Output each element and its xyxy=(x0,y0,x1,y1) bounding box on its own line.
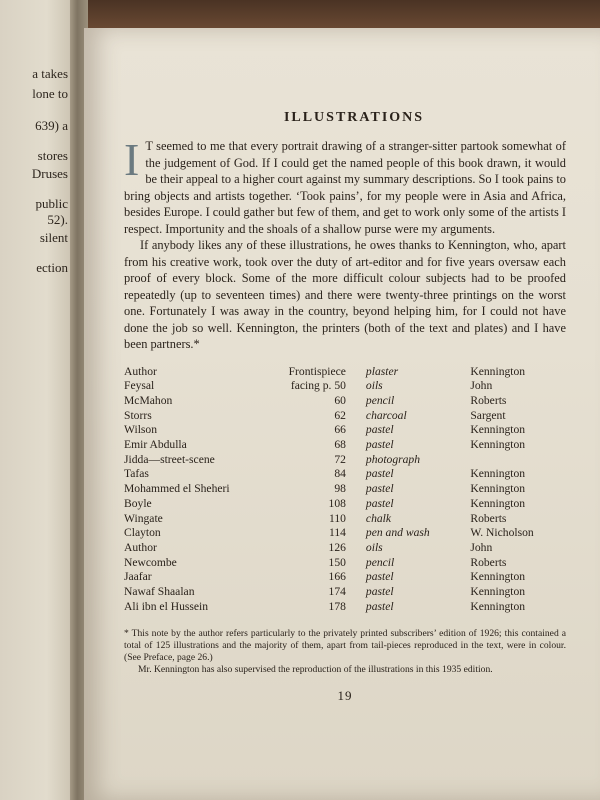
illustration-row xyxy=(124,423,566,438)
intro-text: T seemed to me that every portrait drawing of a stranger-sitter partook somewhat of the judgement of God. If I could get the named people of this book drawn, it would be their appeal to a higher court against my summary descriptions. So I took pains to bring objects and artists together. ‘Took pains’, for my people were in Asia and Africa, besides Europe. I could gather but few of them, and get to work only some of the artists I respect. Importunity and the shoals of a shallow purse were my arguments. xyxy=(124,139,566,236)
illustration-medium: charcoal xyxy=(365,408,407,422)
illustration-page: 62 xyxy=(334,408,346,422)
illustration-artist: Roberts xyxy=(470,511,507,525)
illustration-subject: Newcombe xyxy=(124,555,177,569)
illustration-page: 126 xyxy=(328,540,346,554)
illustration-artist: Roberts xyxy=(470,555,507,569)
illustration-page: 108 xyxy=(328,496,346,510)
illustration-row xyxy=(124,570,566,585)
illustration-artist: Kennington xyxy=(470,599,526,613)
left-page-fragment: 639) a xyxy=(35,118,68,133)
illustration-medium: oils xyxy=(365,379,383,393)
second-paragraph: If anybody likes any of these illustrations, he owes thanks to Kennington, who, apart from his creative work, took over the duty of art-editor and for five years oversaw each proof of every block. Some of the more difficult colour subjects had to be proofed repeatedly (up to seventeen times) and there were twenty-three printings on the worst one. Fortunately I was away in the country, beyond helping him, for I could not have done the job so well. Kennington, the printers (both of the text and plates) and I have been partners.* xyxy=(124,238,566,351)
illustration-subject: McMahon xyxy=(124,393,173,407)
illustration-subject: Boyle xyxy=(124,496,152,510)
illustration-row xyxy=(124,394,566,409)
illustration-row xyxy=(124,482,566,497)
illustration-artist: Sargent xyxy=(470,408,506,422)
illustration-page: 68 xyxy=(334,438,346,452)
illustration-artist: Kennington xyxy=(470,364,526,378)
illustration-subject: Author xyxy=(124,540,157,554)
illustration-medium: pastel xyxy=(365,585,394,599)
left-page-fragment: Druses xyxy=(31,166,68,181)
illustration-subject: Mohammed el Sheheri xyxy=(124,482,230,496)
illustration-medium: pastel xyxy=(365,423,394,437)
illustration-artist: John xyxy=(470,540,493,554)
illustration-page: 72 xyxy=(334,452,346,466)
left-page-fragment: 52). xyxy=(47,212,68,227)
adjacent-left-page xyxy=(0,0,78,800)
illustration-subject: Nawaf Shaalan xyxy=(124,585,195,599)
page-content xyxy=(124,110,566,704)
illustration-row xyxy=(124,438,566,453)
left-page-fragment: ection xyxy=(36,260,68,275)
illustration-artist: Kennington xyxy=(470,482,526,496)
illustration-page: 84 xyxy=(334,467,346,481)
book-top-edge xyxy=(84,0,600,30)
illustration-artist: Kennington xyxy=(470,438,526,452)
page-number: 19 xyxy=(337,688,353,704)
illustration-medium: pencil xyxy=(365,555,395,569)
illustration-medium: pastel xyxy=(365,438,394,452)
illustration-subject: Tafas xyxy=(124,467,149,481)
illustration-artist: Kennington xyxy=(470,423,526,437)
illustration-artist: Kennington xyxy=(470,467,526,481)
illustrations-table-body xyxy=(124,365,566,615)
left-page-fragment: lone to xyxy=(32,86,68,101)
illustration-row xyxy=(124,600,566,615)
illustration-page: 178 xyxy=(328,599,346,613)
illustration-row xyxy=(124,409,566,424)
illustration-subject: Clayton xyxy=(124,526,161,540)
illustration-subject: Storrs xyxy=(124,408,152,422)
illustration-page: 98 xyxy=(334,482,346,496)
illustration-artist: Kennington xyxy=(470,585,526,599)
illustration-page: 110 xyxy=(328,511,346,525)
drop-cap: I xyxy=(124,134,140,185)
illustration-subject: Emir Abdulla xyxy=(124,438,187,452)
illustration-row xyxy=(124,526,566,541)
illustration-subject: Ali ibn el Hussein xyxy=(124,599,209,613)
illustration-medium: pastel xyxy=(365,570,394,584)
illustration-page: 114 xyxy=(328,526,346,540)
illustration-medium: pastel xyxy=(365,599,394,613)
illustration-row xyxy=(124,497,566,512)
illustration-medium: photograph xyxy=(365,452,421,466)
illustration-artist: W. Nicholson xyxy=(470,526,534,540)
illustration-artist xyxy=(470,453,566,468)
illustration-page: 60 xyxy=(334,393,346,407)
illustration-page: 174 xyxy=(328,585,346,599)
illustration-page: Frontispiece xyxy=(288,364,346,378)
illustration-row xyxy=(124,541,566,556)
illustration-subject: Jaafar xyxy=(124,570,152,584)
illustration-artist: John xyxy=(470,379,493,393)
illustration-medium: pencil xyxy=(365,393,395,407)
left-page-fragment: a takes xyxy=(32,66,68,81)
intro-paragraph xyxy=(124,134,566,237)
illustration-row xyxy=(124,365,566,380)
illustration-row xyxy=(124,467,566,482)
illustration-medium: pastel xyxy=(365,482,394,496)
illustration-medium: pastel xyxy=(365,467,394,481)
book-page xyxy=(84,28,600,800)
illustration-medium: plaster xyxy=(365,364,399,378)
illustration-medium: pen and wash xyxy=(365,526,430,540)
illustrations-table xyxy=(124,365,566,615)
illustration-subject: Feysal xyxy=(124,379,155,393)
illustration-row xyxy=(124,585,566,600)
illustration-medium: chalk xyxy=(365,511,392,525)
illustration-row xyxy=(124,453,566,468)
footnote-line: * This note by the author refers particularly to the privately printed subscribers’ edition of 1926; this contained a total of 125 illustrations and the majority of them, apart from tail-pieces reproduced in the text, were in colour. (See Preface, page 26.) xyxy=(124,628,566,664)
illustration-row xyxy=(124,512,566,527)
illustration-page: 66 xyxy=(334,423,346,437)
illustration-row xyxy=(124,379,566,394)
illustration-subject: Wingate xyxy=(124,511,163,525)
illustration-page: facing p. 50 xyxy=(290,379,346,393)
illustration-artist: Kennington xyxy=(470,570,526,584)
left-page-fragment: stores xyxy=(37,148,68,163)
page-title: ILLUSTRATIONS xyxy=(283,110,425,125)
left-page-fragment: public xyxy=(35,196,68,211)
illustration-subject: Wilson xyxy=(124,423,158,437)
illustration-medium: oils xyxy=(365,540,383,554)
footnote xyxy=(124,628,566,676)
illustration-artist: Roberts xyxy=(470,393,507,407)
footnote-line: Mr. Kennington has also supervised the reproduction of the illustrations in this 1935 edition. xyxy=(138,664,493,676)
illustration-page: 166 xyxy=(328,570,346,584)
illustration-artist: Kennington xyxy=(470,496,526,510)
illustration-medium: pastel xyxy=(365,496,394,510)
illustration-row xyxy=(124,556,566,571)
left-page-fragment: silent xyxy=(39,230,68,245)
illustration-subject: Author xyxy=(124,364,157,378)
illustration-page: 150 xyxy=(328,555,346,569)
illustration-subject: Jidda—street-scene xyxy=(124,452,215,466)
